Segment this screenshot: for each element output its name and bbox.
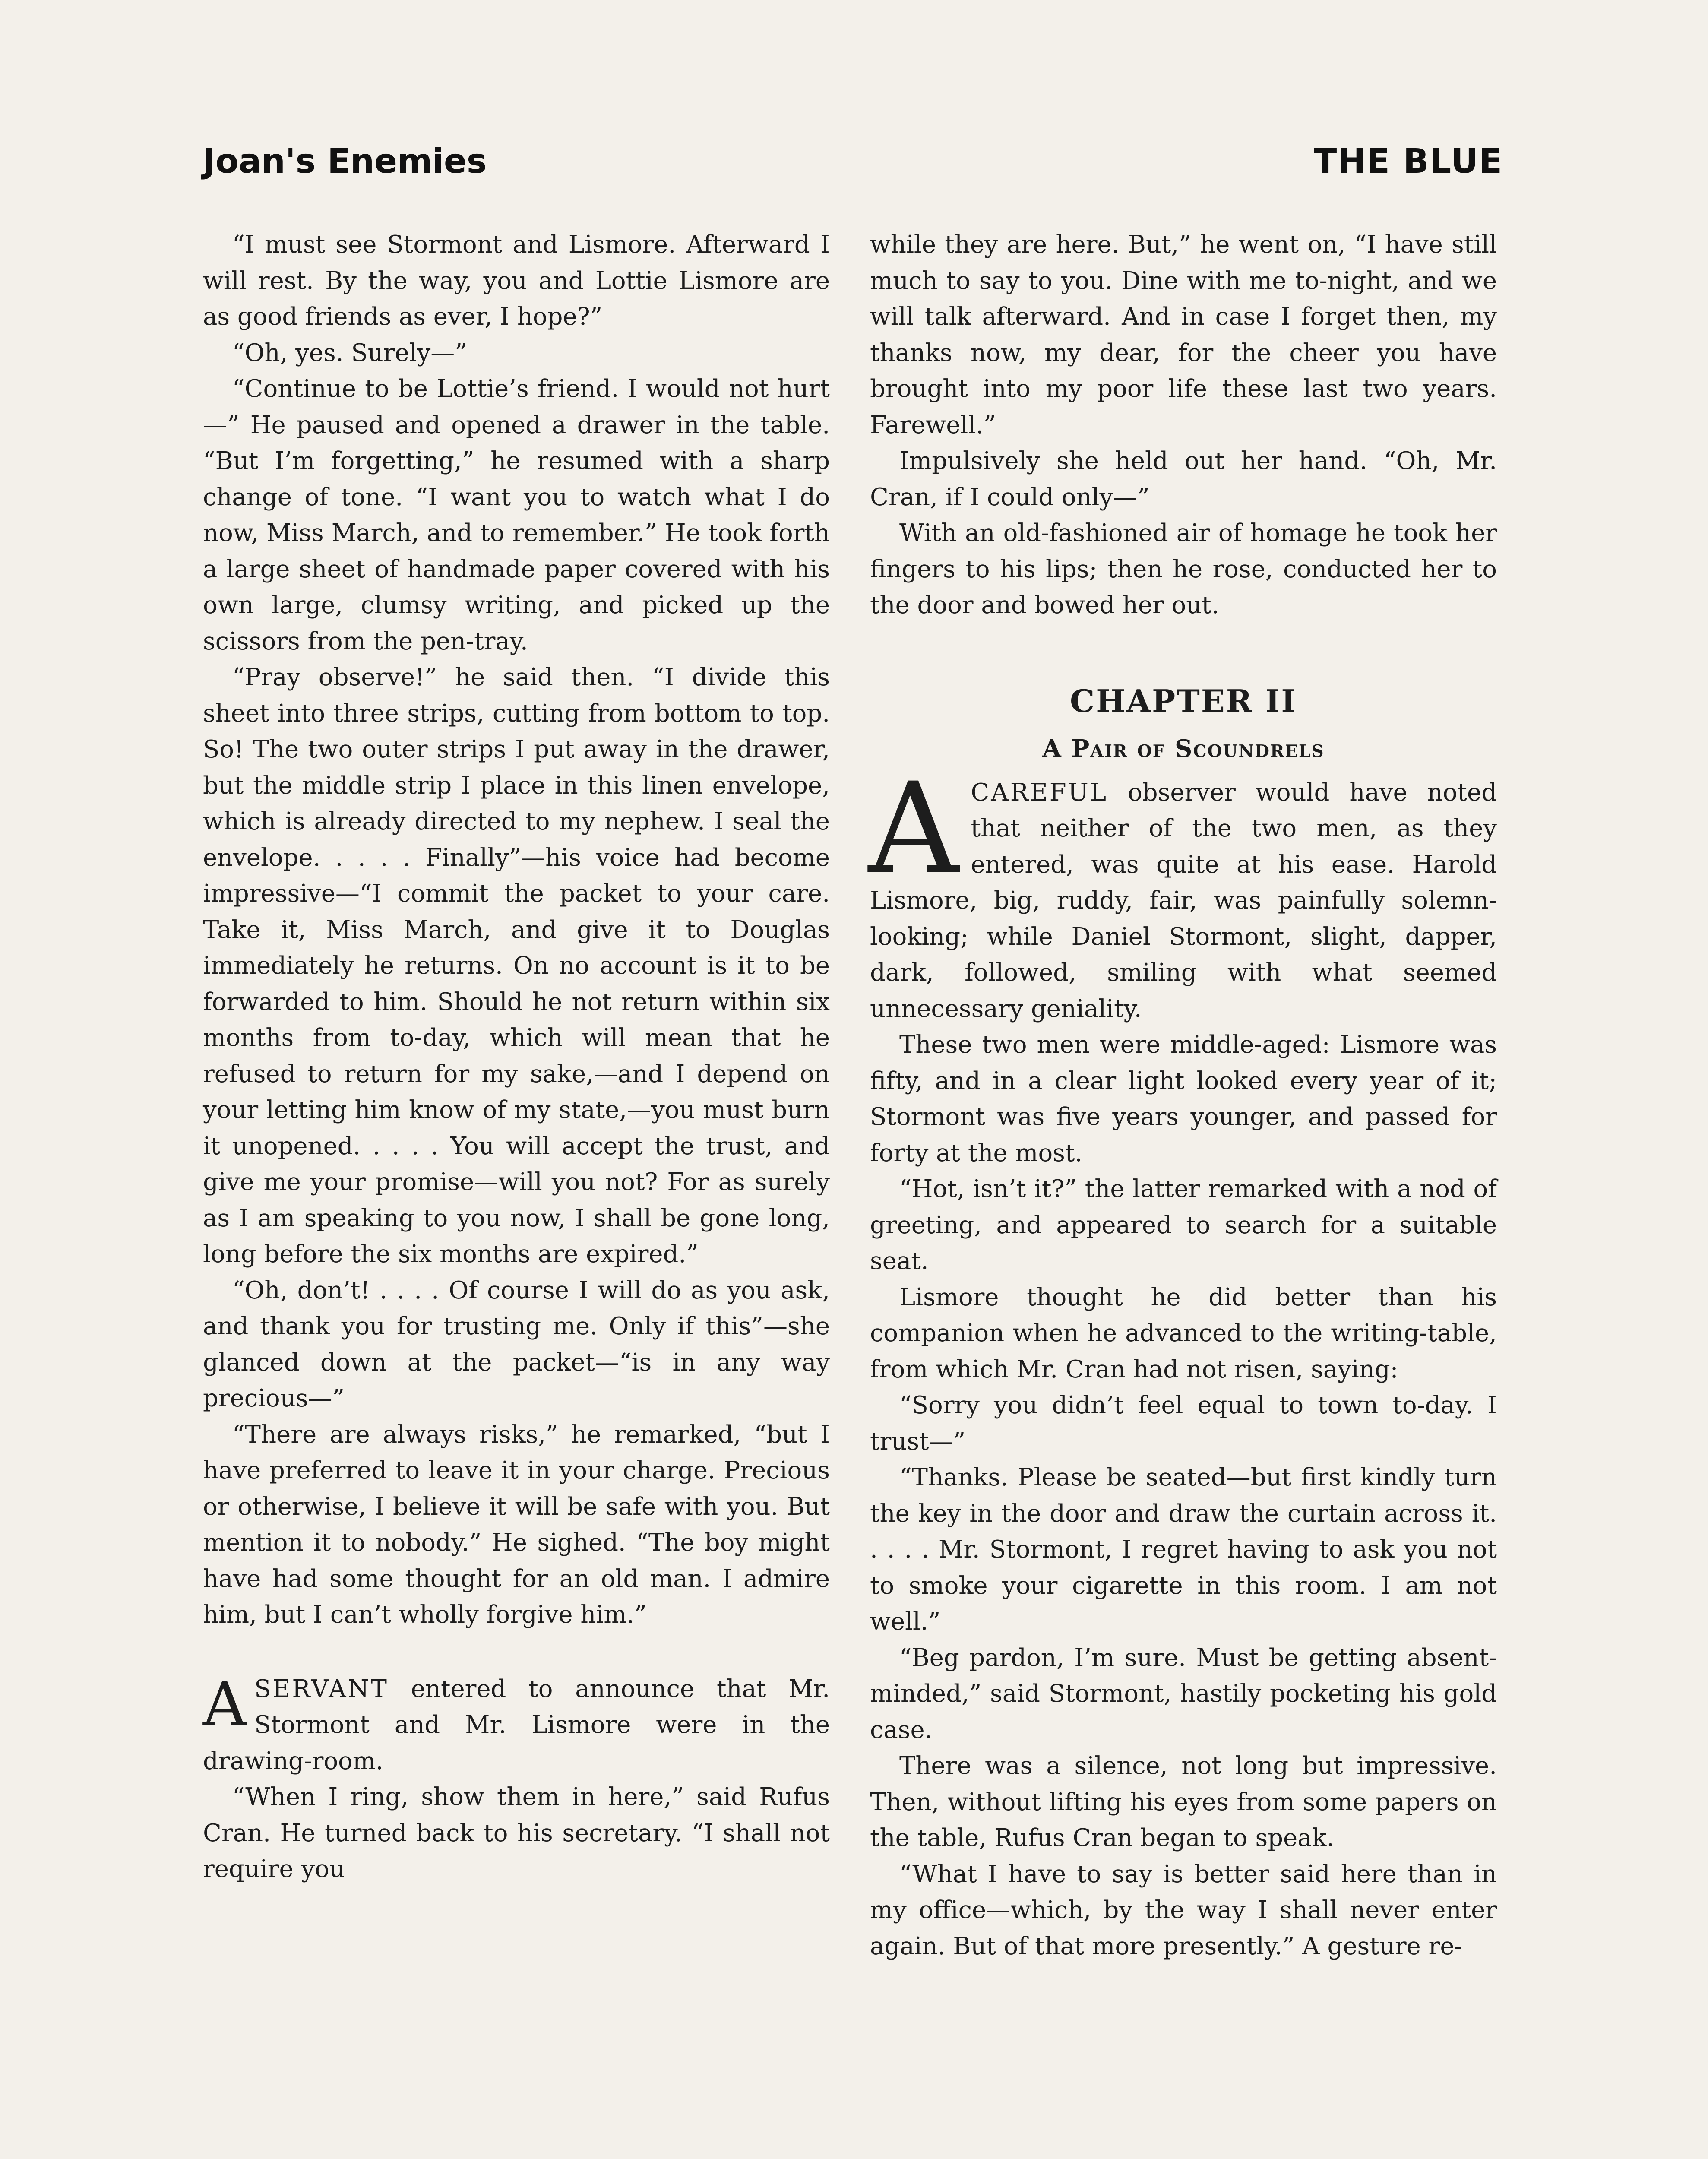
- chapter-opening-paragraph: [868, 756, 1497, 1027]
- lead-word: CAREFUL: [971, 778, 1108, 807]
- paragraph: “There are always risks,” he remarked, “but I have preferred to leave it in your charge. Precious or otherwise, I believe it will be safe with you. But mention it to nobody.” He sighed. “The boy might have had some thought for an old man. I admire him, but I can’t wholly forgive him.”: [203, 1420, 830, 1629]
- paragraph: “Hot, isn’t it?” the latter remarked with a nod of greeting, and appeared to search for a suitable seat.: [870, 1175, 1497, 1275]
- paragraph: Lismore thought he did better than his companion when he advanced to the writing-table, from which Mr. Cran had not risen, saying:: [870, 1283, 1497, 1383]
- paragraph: “Thanks. Please be seated—but first kindly turn the key in the door and draw the curtain across it. . . . . Mr. Stormont, I regret having to ask you not to smoke your cigarette in this room. I am not well.”: [870, 1463, 1497, 1636]
- paragraph: “I must see Stormont and Lismore. Afterward I will rest. By the way, you and Lottie Lismore are as good friends as ever, I hope?”: [203, 231, 830, 331]
- paragraph: “When I ring, show them in here,” said Rufus Cran. He turned back to his secretary. “I shall not require you: [203, 1783, 830, 1883]
- drop-cap: A: [203, 1669, 247, 1740]
- paragraph: “Oh, don’t! . . . . Of course I will do as you ask, and thank you for trusting me. Only if this”—she glanced down at the packet—“is in any way precious—”: [203, 1276, 830, 1412]
- section-gap: [203, 1633, 830, 1671]
- chapter-title: CHAPTER II: [1069, 682, 1297, 719]
- subtitle-gap: [870, 723, 1497, 729]
- section-break-paragraph: [203, 1671, 830, 1779]
- paragraph: “Beg pardon, I’m sure. Must be getting absent-minded,” said Stormont, hastily pocketing his gold case.: [870, 1643, 1497, 1744]
- chapter-subtitle: A Pair of Scoundrels: [1042, 734, 1325, 763]
- paragraph-text: entered to announce that Mr. Stormont and Mr. Lismore were in the drawing-room.: [203, 1675, 830, 1775]
- opening-gap: [870, 768, 1497, 775]
- paragraph-continuation: while they are here. But,” he went on, “I have still much to say to you. Dine with me to-night, and we will talk afterward. And in case I forget then, my thanks now, my dear, for the cheer you have brought into my poor life these last two years. Farewell.”: [870, 231, 1497, 439]
- paragraph: These two men were middle-aged: Lismore was fifty, and in a clear light looked every year of it; Stormont was five years younger, and passed for forty at the most.: [870, 1031, 1497, 1167]
- right-column: [870, 227, 1497, 1964]
- magazine-title: THE BLUE: [1314, 142, 1503, 181]
- running-header: [203, 142, 1503, 192]
- paragraph: Impulsively she held out her hand. “Oh, Mr. Cran, if I could only—”: [870, 447, 1497, 511]
- paragraph: There was a silence, not long but impressive. Then, without lifting his eyes from some papers on the table, Rufus Cran began to speak.: [870, 1752, 1497, 1852]
- lead-word: SERVANT: [254, 1675, 389, 1703]
- paragraph: With an old-fashioned air of homage he took her fingers to his lips; then he rose, conducted her to the door and bowed her out.: [870, 519, 1497, 619]
- chapter-gap: [870, 624, 1497, 680]
- drop-cap: A: [868, 756, 959, 902]
- paragraph: “Continue to be Lottie’s friend. I would not hurt—” He paused and opened a drawer in the table. “But I’m forgetting,” he resumed with a sharp change of tone. “I want you to watch what I do now, Miss March, and to remember.” He took forth a large sheet of handmade paper covered with his own large, clumsy writing, and picked up the scissors from the pen-tray.: [203, 375, 830, 655]
- paragraph: “Pray observe!” he said then. “I divide this sheet into three strips, cutting from bottom to top. So! The two outer strips I put away in the drawer, but the middle strip I place in this linen envelope, which is already directed to my nephew. I seal the envelope. . . . . Finally”—his voice had become impressive—“I commit the packet to your care. Take it, Miss March, and give it to Douglas immediately he returns. On no account is it to be forwarded to him. Should he not return within six months from to-day, which will mean that he refused to return for my sake,—and I depend on your letting him know of my state,—you must burn it unopened. . . . . You will accept the trust, and give me your promise—will you not? For as surely as I am speaking to you now, I shall be gone long, long before the six months are expired.”: [203, 663, 830, 1268]
- left-column: [203, 227, 830, 1887]
- paragraph: “Sorry you didn’t feel equal to town to-day. I trust—”: [870, 1391, 1497, 1456]
- paragraph-text: observer would have noted that neither of the two men, as they entered, was quite at his ease. Harold Lismore, big, ruddy, fair, was painfully solemn-looking; while Daniel Stormont, slight, dapper, dark, followed, smiling with what seemed unnecessary geniality.: [870, 778, 1497, 1023]
- paragraph: “Oh, yes. Surely—”: [232, 339, 467, 367]
- story-title: Joan's Enemies: [203, 142, 487, 181]
- paragraph: “What I have to say is better said here than in my office—which, by the way I shall never enter again. But of that more presently.” A gesture re-: [870, 1860, 1497, 1960]
